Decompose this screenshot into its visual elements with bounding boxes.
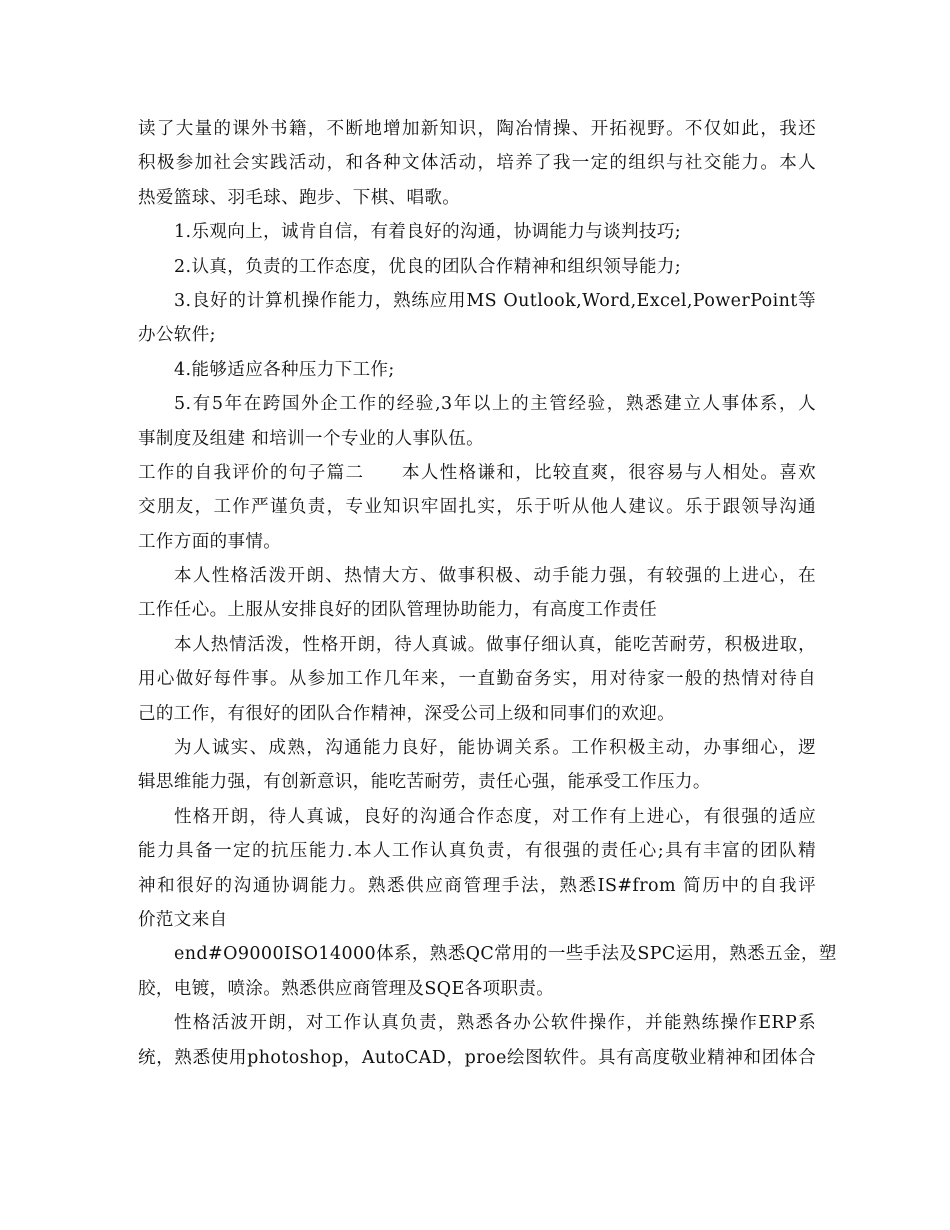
document-body	[138, 112, 837, 1075]
text-line: 读了大量的课外书籍，不断地增加新知识，陶冶情操、开拓视野。不仅如此，我还	[138, 119, 816, 139]
text-line: 工作任心。上服从安排良好的团队管理协助能力，有高度工作责任	[138, 600, 658, 621]
paragraph-start: 为人诚实、成熟，沟通能力良好，能协调关系。工作积极主动，办事细心，逻	[174, 738, 816, 759]
text-line: 己的工作，有很好的团队合作精神，深受公司上级和同事们的欢迎。	[138, 703, 675, 724]
paragraph-start: 性格开朗，待人真诚，良好的沟通合作态度，对工作有上进心，有很强的适应	[174, 806, 816, 827]
text-line: 热爱篮球、羽毛球、跑步、下棋、唱歌。	[138, 187, 461, 208]
text-line: 用心做好每件事。从参加工作几年来，一直勤奋务实，用对待家一般的热情对待自	[138, 669, 816, 690]
list-item: 2.认真，负责的工作态度，优良的团队合作精神和组织领导能力;	[174, 256, 682, 277]
text-line: 神和很好的沟通协调能力。熟悉供应商管理手法，熟悉IS#from 简历中的自我评	[138, 875, 816, 896]
text-line: 工作方面的事情。	[138, 531, 282, 552]
list-item: 3.良好的计算机操作能力，熟练应用MS Outlook,Word,Excel,PowerPoint等	[174, 290, 816, 311]
list-item: 5.有5年在跨国外企工作的经验,3年以上的主管经验，熟悉建立人事体系，人	[174, 394, 816, 415]
text-line: 能力具备一定的抗压能力.本人工作认真负责，有很强的责任心;具有丰富的团队精	[138, 841, 816, 862]
paragraph-start: 本人热情活泼，性格开朗，待人真诚。做事仔细认真，能吃苦耐劳，积极进取，	[174, 634, 816, 655]
list-item: 4.能够适应各种压力下工作;	[174, 359, 395, 380]
paragraph-start: 性格活波开朗，对工作认真负责，熟悉各办公软件操作，并能熟练操作ERP系	[174, 1013, 816, 1034]
text-line: 事制度及组建 和培训一个专业的人事队伍。	[138, 428, 485, 449]
text-line: 交朋友，工作严谨负责，专业知识牢固扎实，乐于听从他人建议。乐于跟领导沟通	[138, 497, 816, 518]
text-line: 积极参加社会实践活动，和各种文体活动，培养了我一定的组织与社交能力。本人	[138, 153, 816, 174]
text-line: 价范文来自	[138, 909, 228, 930]
section-heading-line: 工作的自我评价的句子篇二 本人性格谦和，比较直爽，很容易与人相处。喜欢	[138, 462, 816, 483]
paragraph-start: 本人性格活泼开朗、热情大方、做事积极、动手能力强，有较强的上进心，在	[174, 566, 816, 587]
text-line: 胶，电镀，喷涂。熟悉供应商管理及SQE各项职责。	[138, 978, 555, 999]
text-line: 辑思维能力强，有创新意识，能吃苦耐劳，责任心强，能承受工作压力。	[138, 772, 711, 793]
text-line: 办公软件;	[138, 325, 216, 346]
list-item: 1.乐观向上，诚肯自信，有着良好的沟通，协调能力与谈判技巧;	[174, 222, 682, 243]
text-line: 统，熟悉使用photoshop，AutoCAD，proe绘图软件。具有高度敬业精神和团体合	[138, 1047, 816, 1068]
paragraph-start: end#O9000ISO14000体系，熟悉QC常用的一些手法及SPC运用，熟悉五金，塑	[174, 944, 837, 965]
